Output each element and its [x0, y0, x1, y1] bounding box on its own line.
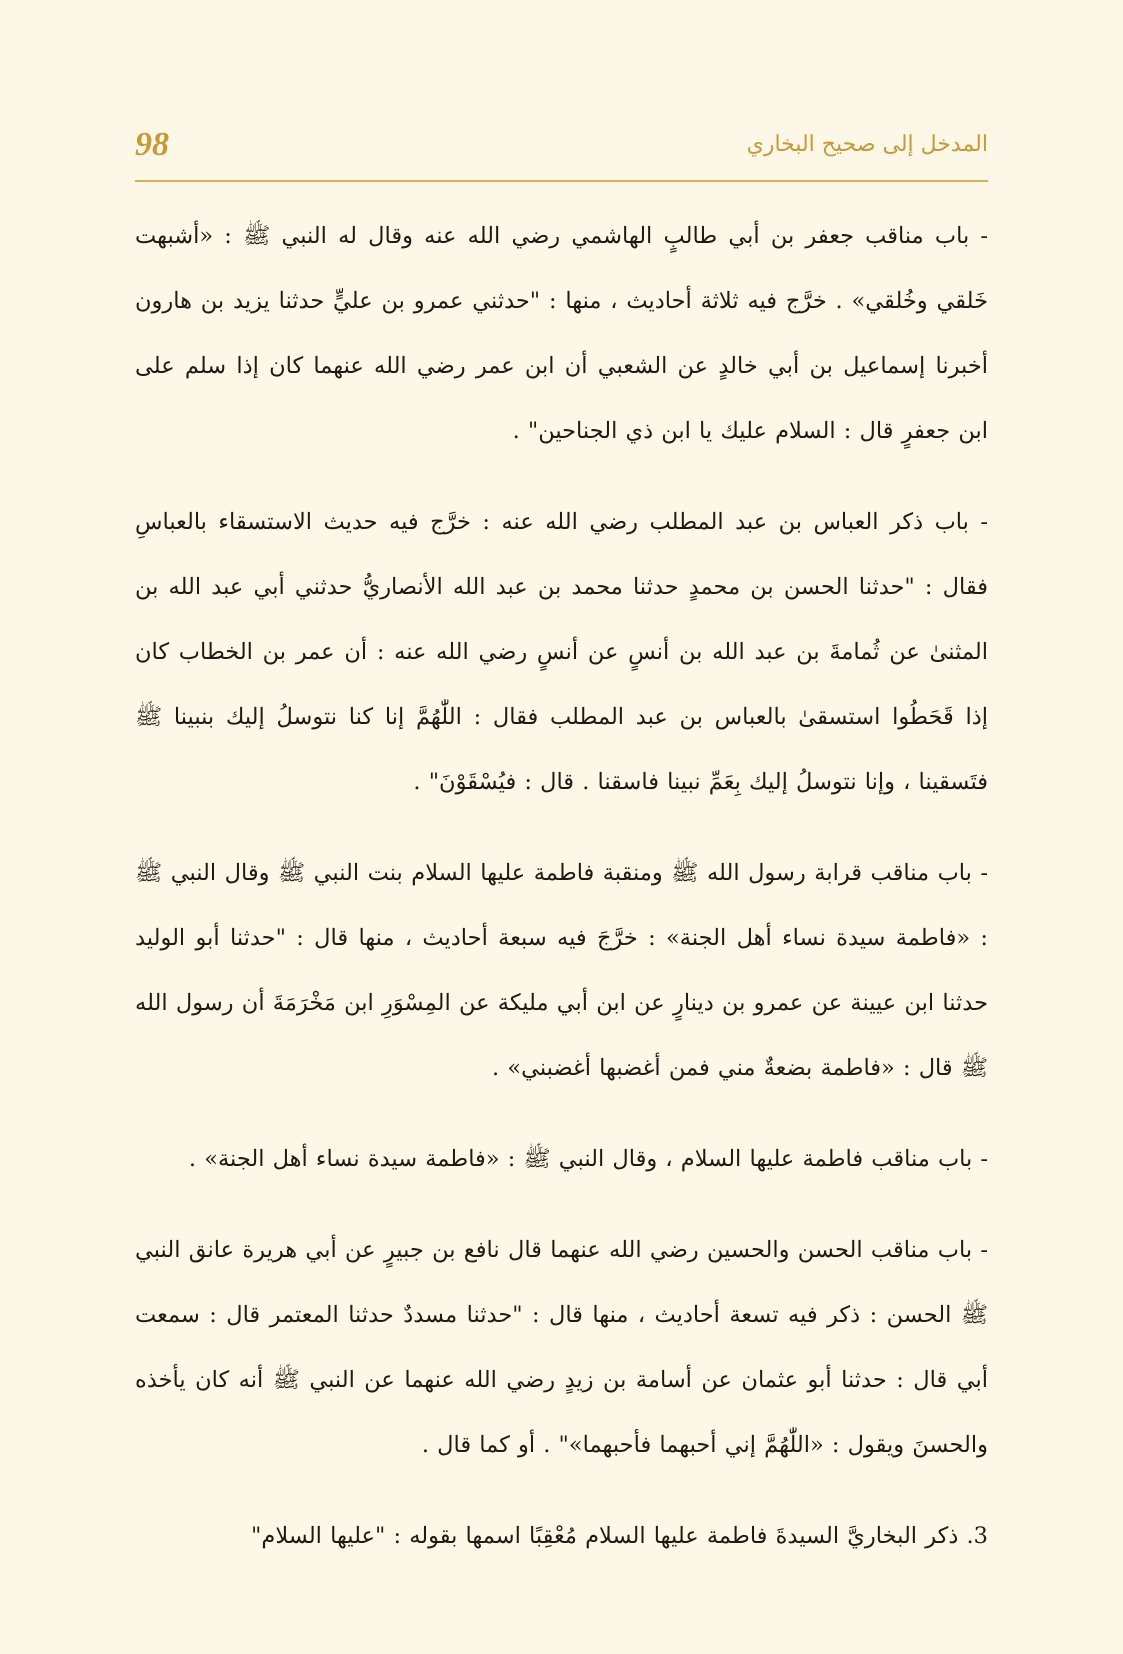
page-number: 98: [135, 126, 169, 163]
paragraph-abbas: - باب ذكر العباس بن عبد المطلب رضي الله عنه : خرَّج فيه حديث الاستسقاء بالعباسِ فقال : "حدثنا الحسن بن محمدٍ حدثنا محمد بن عبد الله الأنصاريُّ حدثني أبي عبد الله بن المثنىٰ عن ثُمامةَ بن عبد الله بن أنسٍ عن أنسٍ رضي الله عنه : أن عمر بن الخطاب كان إذا قَحَطُوا استسقىٰ بالعباس بن عبد المطلب فقال : اللّٰهُمَّ إنا كنا نتوسلُ إليك بنبينا ﷺ فتَسقينا ، وإنا نتوسلُ إليك بِعَمِّ نبينا فاسقنا . قال : فيُسْقَوْنَ" .: [135, 509, 988, 795]
paragraph-kinship-fatima: - باب مناقب قرابة رسول الله ﷺ ومنقبة فاطمة عليها السلام بنت النبي ﷺ وقال النبي ﷺ : «فاطمة سيدة نساء أهل الجنة» : خرَّجَ فيه سبعة أحاديث ، منها قال : "حدثنا أبو الوليد حدثنا ابن عيينة عن عمرو بن دينارٍ عن ابن أبي مليكة عن المِسْوَرِ ابن مَخْرَمَةَ أن رسول الله ﷺ قال : «فاطمة بضعةٌ مني فمن أغضبها أغضبني» .: [135, 860, 988, 1081]
paragraph-hasan-husayn: - باب مناقب الحسن والحسين رضي الله عنهما قال نافع بن جبيرٍ عن أبي هريرة عانق النبي ﷺ الحسن : ذكر فيه تسعة أحاديث ، منها قال : "حدثنا مسددٌ حدثنا المعتمر قال : سمعت أبي قال : حدثنا أبو عثمان عن أسامة بن زيدٍ رضي الله عنهما عن النبي ﷺ أنه كان يأخذه والحسنَ ويقول : «اللّٰهُمَّ إني أحبهما فأحبهما»" . أو كما قال .: [135, 1237, 988, 1458]
running-title: المدخل إلى صحيح البخاري: [746, 132, 988, 157]
paragraph-fatima: - باب مناقب فاطمة عليها السلام ، وقال النبي ﷺ : «فاطمة سيدة نساء أهل الجنة» .: [188, 1146, 988, 1172]
paragraph-jafar: - باب مناقب جعفر بن أبي طالبٍ الهاشمي رضي الله عنه وقال له النبي ﷺ : «أشبهت خَلقي وخُلقي» . خرَّج فيه ثلاثة أحاديث ، منها : "حدثني عمرو بن عليٍّ حدثنا يزيد بن هارون أخبرنا إسماعيل بن أبي خالدٍ عن الشعبي أن ابن عمر رضي الله عنهما كان إذا سلم على ابن جعفرٍ قال : السلام عليك يا ابن ذي الجناحين" .: [135, 223, 988, 444]
page-body: [135, 204, 988, 1569]
paragraph-numbered-3: 3. ذكر البخاريَّ السيدةَ فاطمة عليها السلام مُعْقِبًا اسمها بقوله : "عليها السلام": [251, 1523, 988, 1549]
header-divider: [135, 180, 988, 182]
page-header: [135, 128, 988, 180]
